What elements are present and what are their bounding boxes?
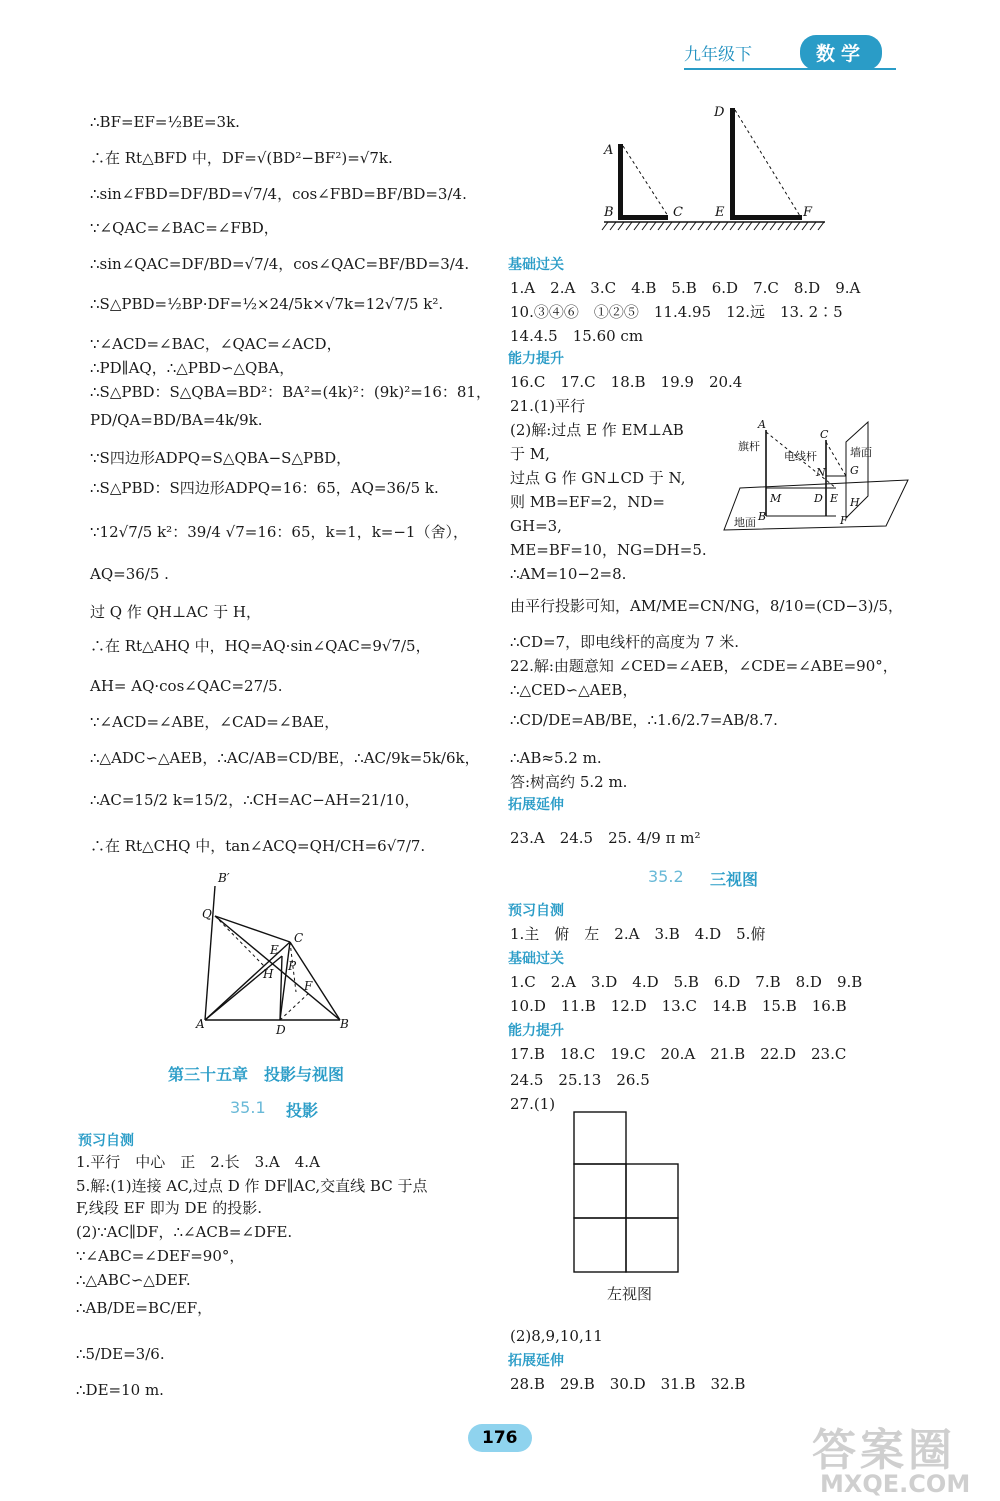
ability-line: ∴△CED∽△AEB， [510,681,638,699]
basic-line: 14.4.5 15.60 cm [510,327,644,345]
label-b: B [340,1017,349,1031]
line-q-c [215,916,290,942]
ability2-line: 17.B 18.C 19.C 20.A 21.B 22.D 23.C [510,1045,847,1063]
fig2-label-a: A [758,418,766,431]
watermark-url: MXQE.COM [820,1470,971,1498]
preview-line: ∴DE=10 m. [76,1381,164,1399]
ability-line: (2)解:过点 E 作 EM⊥AB [510,421,684,439]
fig2-label-flagpole: 旗杆 [738,440,760,453]
section2-title: 三视图 [710,870,759,889]
basic-line: 1.A 2.A 3.C 4.B 5.B 6.D 7.C 8.D 9.A [510,279,861,297]
fig1-label-f: F [803,205,813,220]
header-rule [684,68,896,70]
solution-line: PD/QA=BD/BA=4k/9k. [90,411,263,429]
left-view-caption: 左视图 [607,1285,653,1303]
section2-number: 35.2 [648,867,684,886]
fig2-label-g: G [850,464,859,477]
ability-line: 16.C 17.C 18.B 19.9 20.4 [510,373,743,391]
ability-line: ∴AM=10−2=8. [510,565,627,583]
line-q-b [215,916,340,1020]
preview-line: 5.解:(1)连接 AC,过点 D 作 DF∥AC,交直线 BC 于点 [76,1177,428,1195]
watermark-logo: 答案圈 [812,1425,956,1476]
fig2-label-h: H [850,496,860,509]
pole-de [730,108,735,220]
preview-line: ∴5/DE=3/6. [76,1345,165,1363]
ability-line: ME=BF=10，NG=DH=5. [510,541,707,559]
label-e: E [270,943,279,957]
fig2-label-ground: 地面 [734,516,756,529]
extend-answers: 23.A 24.5 25. 4/9 π m² [510,829,701,847]
ability2-line: 27.(1) [510,1095,556,1113]
fig1-label-d: D [714,105,725,120]
line-d-f [280,992,310,1020]
header-subject-badge: 数学 [800,35,882,70]
ability-heading: 能力提升 [508,351,564,367]
ray-c-g [826,442,846,476]
solution-line: ∴△ADC∽△AEB，∴AC/AB=CD/BE，∴AC/9k=5k/6k， [90,749,480,767]
triangle-figure [190,868,360,1036]
preview-line: ∵∠ABC=∠DEF=90°， [76,1247,245,1265]
shadow-bc [618,215,668,220]
label-p: P [288,959,297,973]
extend2-heading: 拓展延伸 [508,1353,564,1369]
ground-hatching [602,222,824,230]
basic-line: 10.③④⑥ ①②⑤ 11.4.95 12.远 13. 2∶5 [510,303,843,321]
label-q: Q [202,907,212,921]
solution-line: ∵12√7/5 k²：39/4 √7=16：65，k=1，k=−1（舍）， [90,523,468,541]
section-title: 投影 [286,1101,319,1120]
fig2-label-c: C [820,428,829,441]
fig2-label-b: B [758,510,767,523]
section-number: 35.1 [230,1098,266,1117]
ability2-heading: 能力提升 [508,1023,564,1039]
solution-line: ∴S△PBD=½BP·DF=½×24/5k×√7k=12√7/5 k². [90,295,444,313]
label-d: D [276,1023,286,1036]
preview-line: F,线段 EF 即为 DE 的投影. [76,1199,263,1217]
solution-line: 过 Q 作 QH⊥AC 于 H， [90,603,262,621]
solution-line: ∴在 Rt△CHQ 中，tan∠ACQ=QH/CH=6√7/7. [90,837,426,855]
solution-line: ∵∠ACD=∠ABE，∠CAD=∠BAE， [90,713,340,731]
solution-line: ∵∠QAC=∠BAC=∠FBD， [90,219,279,237]
solution-line: AQ=36/5 . [90,565,169,583]
solution-line: AH= AQ·cos∠QAC=27/5. [90,677,283,695]
preview2-answers: 1.主 俯 左 2.A 3.B 4.D 5.俯 [510,925,766,943]
basic2-line: 10.D 11.B 12.D 13.C 14.B 15.B 16.B [510,997,847,1015]
shadow-ef [730,215,802,220]
ability-line: GH=3, [510,517,562,535]
ability-line: 21.(1)平行 [510,397,586,415]
fig2-label-f: F [840,514,848,527]
fig2-label-electric-pole: 电线杆 [784,450,817,463]
fig2-label-e: E [830,492,839,505]
fig2-label-d: D [814,492,823,505]
label-a: A [196,1017,205,1031]
ability-line: 答:树高约 5.2 m. [510,773,628,791]
fig1-label-a: A [604,143,614,158]
basic-heading: 基础过关 [508,257,564,273]
label-h: H [263,967,274,981]
ray-a-c [623,146,668,216]
header-grade: 九年级下 [684,45,752,65]
line-q-h [215,916,264,966]
page-number: 176 [468,1424,532,1452]
ability-line: 由平行投影可知，AM/ME=CN/NG，8/10=(CD−3)/5， [510,597,904,615]
basic2-heading: 基础过关 [508,951,564,967]
preview-line: 1.平行 中心 正 2.长 3.A 4.A [76,1153,320,1171]
ability-line: ∴CD=7，即电线杆的高度为 7 米. [510,633,740,651]
left-view-grid [572,1110,684,1274]
answer-27-part2: (2)8,9,10,11 [510,1327,603,1345]
solution-line: ∴PD∥AQ，∴△PBD∽△QBA， [90,359,295,377]
solution-line: ∴sin∠QAC=DF/BD=√7/4，cos∠QAC=BF/BD=3/4. [90,255,470,273]
preview-heading: 预习自测 [78,1133,134,1149]
solution-line: ∵∠ACD=∠BAC，∠QAC=∠ACD， [90,335,342,353]
fig1-label-b: B [604,205,614,220]
ability-line: 过点 G 作 GN⊥CD 于 N, [510,469,686,487]
preview-line: (2)∵AC∥DF，∴∠ACB=∠DFE. [76,1223,293,1241]
label-c: C [294,931,304,945]
pole-ab [618,144,623,220]
label-f: F [304,979,313,993]
label-bprime: B′ [218,871,230,885]
fig2-label-wall: 墙面 [850,446,872,459]
ability-line: ∴AB≈5.2 m. [510,749,602,767]
solution-line: ∴S△PBD：S△QBA=BD²：BA²=(4k)²：(9k)²=16：81， [90,383,491,401]
flagpole-wall-figure [718,418,914,532]
solution-line: ∴在 Rt△BFD 中，DF=√(BD²−BF²)=√7k. [90,149,393,167]
fig2-label-n: N [816,466,826,479]
ability-line: ∴CD/DE=AB/BE，∴1.6/2.7=AB/8.7. [510,711,778,729]
line-c-b [290,942,340,1020]
ray-d-f [735,110,800,216]
solution-line: ∴AC=15/2 k=15/2，∴CH=AC−AH=21/10， [90,791,420,809]
ability2-line: 24.5 25.13 26.5 [510,1071,650,1089]
solution-line: ∴在 Rt△AHQ 中，HQ=AQ·sin∠QAC=9√7/5， [90,637,431,655]
fig2-label-m: M [770,492,782,505]
solution-line: ∵S四边形ADPQ=S△QBA−S△PBD， [90,449,352,467]
solution-line: ∴sin∠FBD=DF/BD=√7/4，cos∠FBD=BF/BD=3/4. [90,185,467,203]
chapter-title: 第三十五章 投影与视图 [168,1065,345,1084]
ability-line: 则 MB=EF=2，ND= [510,493,665,511]
solution-line: ∴S△PBD：S四边形ADPQ=16：65，AQ=36/5 k. [90,479,439,497]
preview-line: ∴△ABC∽△DEF. [76,1271,191,1289]
fig1-label-e: E [715,205,725,220]
preview2-heading: 预习自测 [508,903,564,919]
ability-line: 22.解:由题意知 ∠CED=∠AEB，∠CDE=∠ABE=90°， [510,657,898,675]
line-a-e [205,956,282,1020]
ability-line: 于 M, [510,445,550,463]
extend2-answers: 28.B 29.B 30.D 31.B 32.B [510,1375,746,1393]
extend-heading: 拓展延伸 [508,797,564,813]
preview-line: ∴AB/DE=BC/EF， [76,1299,213,1317]
projection-figure [600,98,830,240]
basic2-line: 1.C 2.A 3.D 4.D 5.B 6.D 7.B 8.D 9.B [510,973,863,991]
solution-line: ∴BF=EF=½BE=3k. [90,113,240,131]
fig1-label-c: C [673,205,683,220]
